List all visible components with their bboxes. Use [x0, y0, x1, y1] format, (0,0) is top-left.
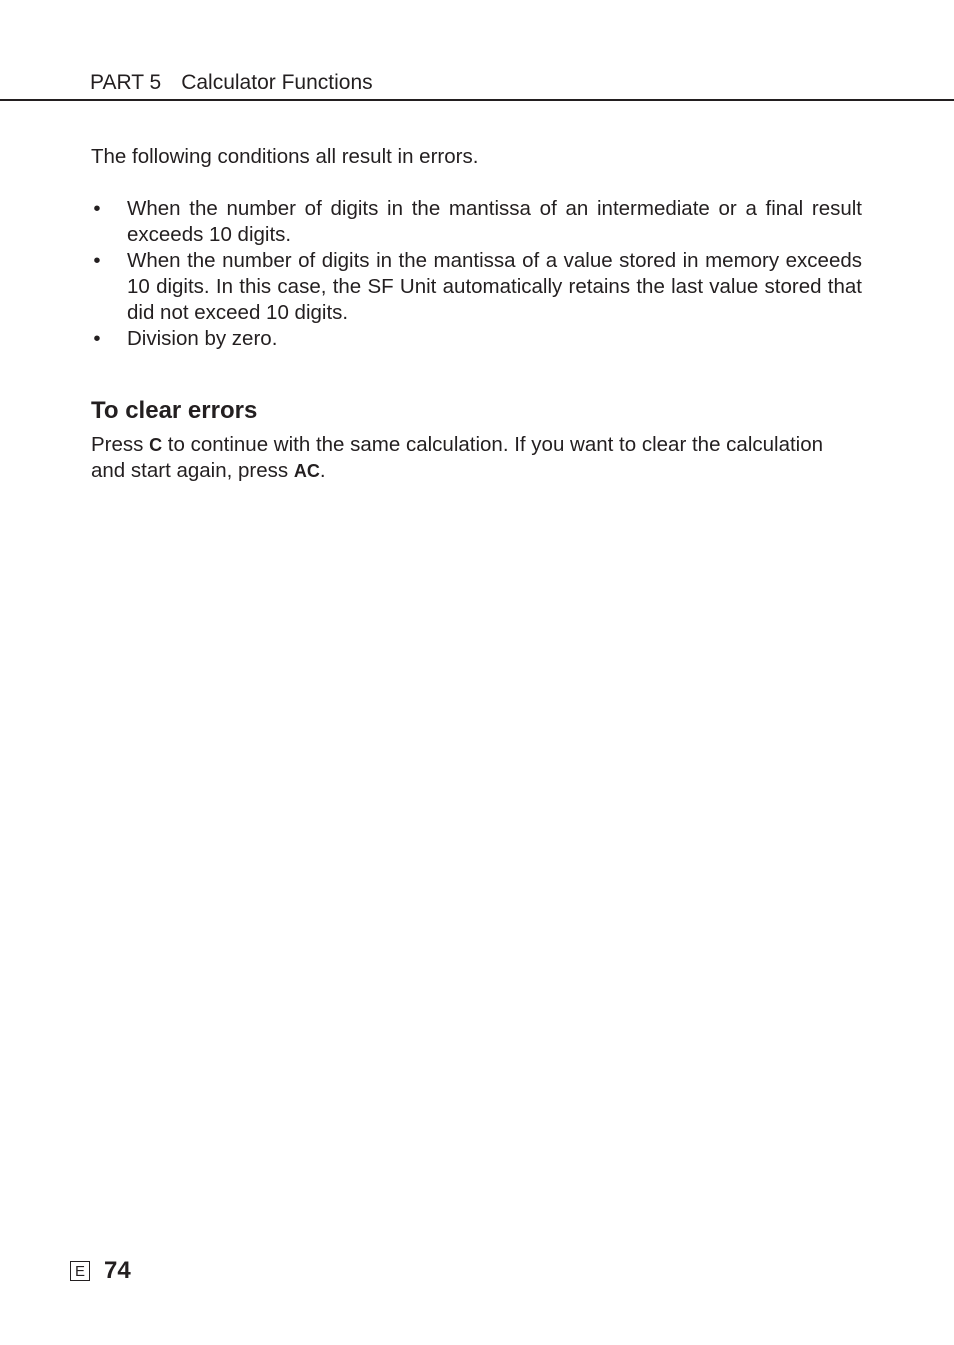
page-content — [91, 144, 862, 484]
bullet-icon: • — [93, 327, 101, 350]
body-text: . — [319, 459, 326, 482]
list-item-text: Division by zero. — [127, 327, 278, 350]
part-label: PART 5 — [90, 71, 162, 94]
list-item-text: When the number of digits in the mantissa of a value stored in memory exceeds 10 digits. In this case, the SF Unit automatically retains the last value stored that did not exceed 10 digits. — [127, 249, 862, 324]
header-rule — [0, 99, 954, 101]
section-heading: To clear errors — [91, 397, 258, 424]
body-text: to continue with the same calculation. If you want to clear the calculation and start again, press — [91, 433, 824, 482]
key-ac-label: AC — [293, 461, 320, 481]
list-item — [91, 248, 862, 326]
list-item-text: When the number of digits in the mantissa of an intermediate or a final result exceeds 10 digits. — [127, 197, 862, 246]
bullet-icon: • — [93, 249, 101, 272]
error-conditions-list — [91, 196, 862, 352]
page-footer — [70, 1258, 131, 1284]
list-item — [91, 196, 862, 248]
chapter-title: Calculator Functions — [181, 71, 373, 94]
page-number: 74 — [104, 1257, 131, 1284]
bullet-icon: • — [93, 197, 101, 220]
key-c-label: C — [149, 435, 163, 455]
list-item — [91, 326, 862, 352]
intro-paragraph: The following conditions all result in errors. — [91, 145, 479, 168]
body-text: Press — [91, 433, 150, 456]
section-body — [91, 432, 862, 484]
language-badge: E — [70, 1261, 90, 1281]
running-header — [90, 70, 373, 96]
